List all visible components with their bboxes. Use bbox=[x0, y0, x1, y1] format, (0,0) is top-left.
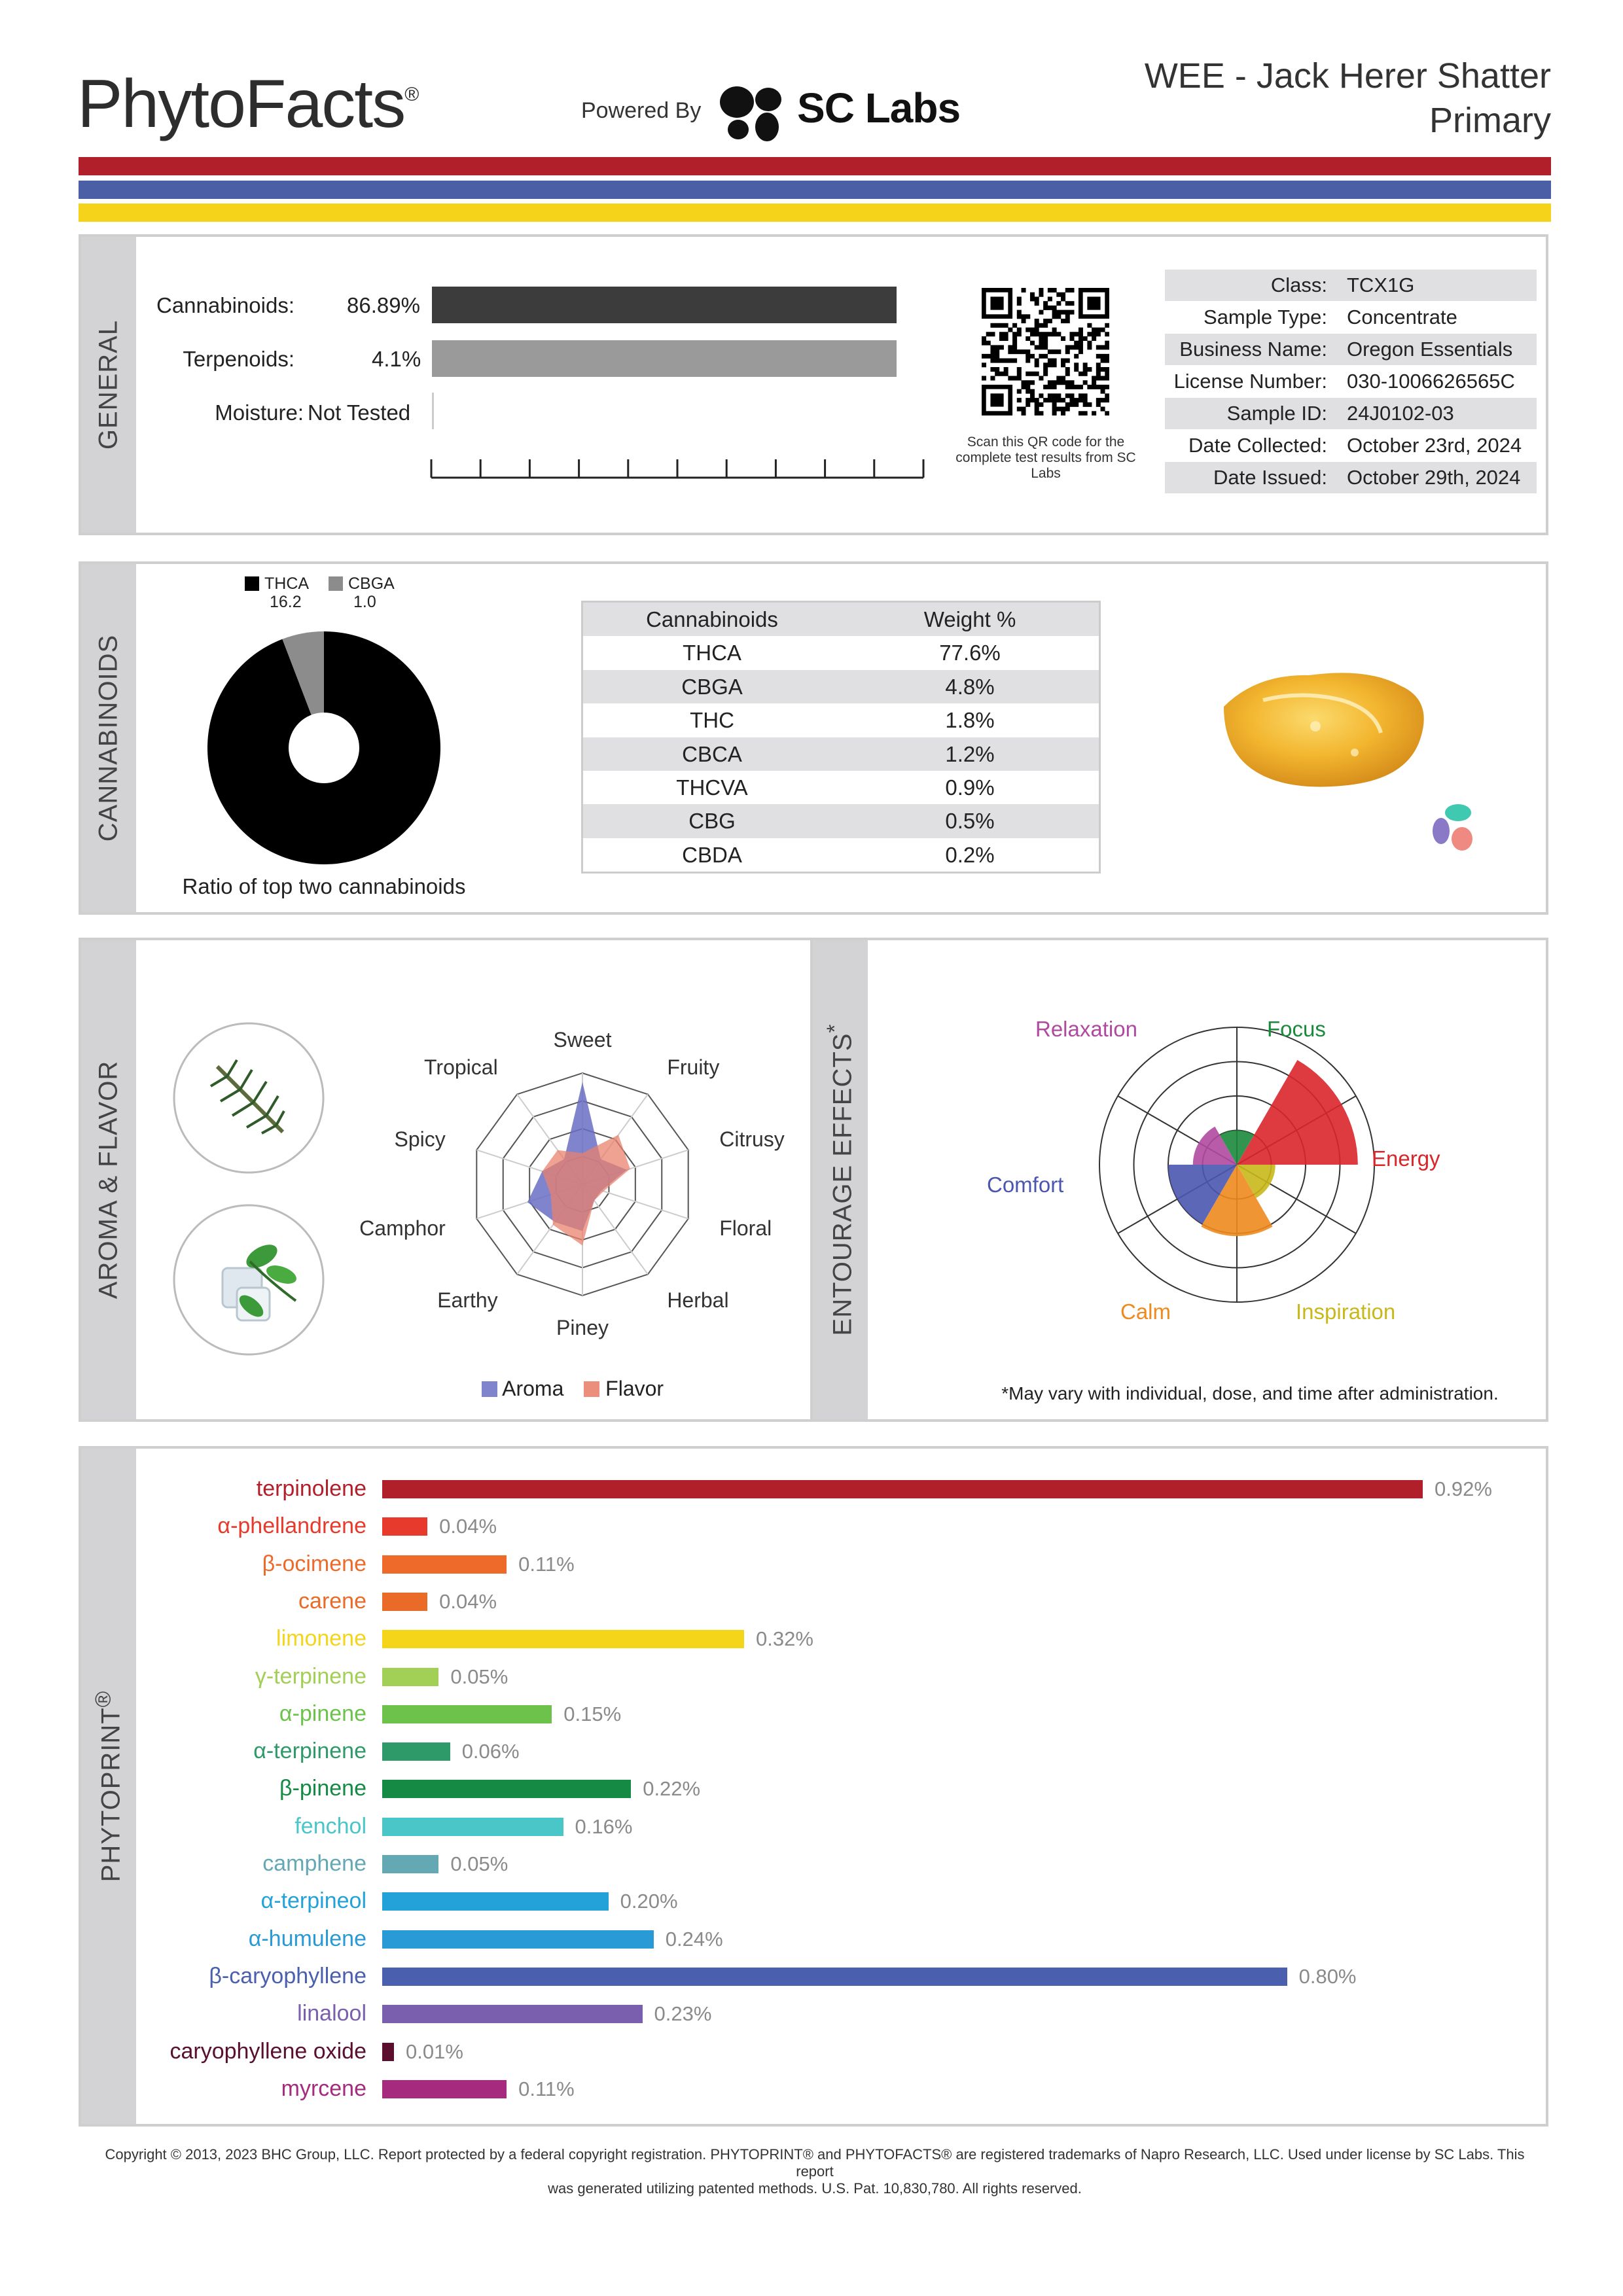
terpene-name: α-phellandrene bbox=[217, 1513, 366, 1539]
terpene-name: caryophyllene oxide bbox=[169, 2038, 366, 2064]
entourage-section-title: ENTOURAGE EFFECTS bbox=[828, 1033, 857, 1336]
terpene-bar bbox=[382, 1593, 427, 1611]
terpene-name: α-humulene bbox=[248, 1926, 366, 1951]
cannabinoid-weight: 1.2% bbox=[945, 741, 995, 766]
terpene-bar bbox=[382, 1705, 552, 1723]
cbga-legend-name: CBGA bbox=[348, 574, 395, 593]
terpene-name: α-terpineol bbox=[260, 1888, 366, 1914]
product-name: WEE - Jack Herer Shatter bbox=[1144, 56, 1551, 96]
terpene-name: myrcene bbox=[281, 2075, 366, 2101]
terpene-bar bbox=[382, 1930, 654, 1949]
info-row bbox=[1165, 430, 1537, 461]
terpene-bar bbox=[382, 2005, 643, 2023]
phytoprint-sidebar bbox=[81, 1449, 136, 2124]
cannabinoid-weight: 0.9% bbox=[945, 775, 995, 800]
entourage-note: *May vary with individual, dose, and time after administration. bbox=[1001, 1383, 1499, 1404]
flavor-swatch bbox=[584, 1381, 599, 1397]
info-value: 24J0102-03 bbox=[1347, 402, 1454, 425]
terpene-name: α-pinene bbox=[279, 1701, 366, 1726]
thca-legend-name: THCA bbox=[264, 574, 310, 593]
terpene-name: carene bbox=[298, 1588, 366, 1614]
header-cannabinoids: Cannabinoids bbox=[646, 607, 778, 631]
phytoprint-section-title: PHYTOPRINT bbox=[96, 1707, 126, 1882]
flavor-legend-label: Flavor bbox=[605, 1377, 664, 1400]
sc-labs-logo-icon bbox=[715, 80, 793, 145]
terpene-name: linalool bbox=[297, 2001, 366, 2026]
terpene-bar bbox=[382, 1780, 631, 1798]
cannabinoid-row bbox=[583, 737, 1099, 771]
terpene-bar bbox=[382, 1555, 507, 1574]
terpene-bar bbox=[382, 1742, 450, 1761]
radar-axis-label: Herbal bbox=[667, 1288, 729, 1312]
mint-ice-icon bbox=[171, 1203, 326, 1357]
terpene-value: 0.01% bbox=[406, 2040, 463, 2063]
cannabinoid-weight: 0.2% bbox=[945, 842, 995, 867]
info-value: Oregon Essentials bbox=[1347, 338, 1513, 361]
terpene-bar bbox=[382, 2043, 394, 2061]
metric-label-1: Terpenoids: bbox=[183, 347, 294, 371]
cannabinoid-weight: 77.6% bbox=[939, 641, 1001, 665]
radar-axis-label: Sweet bbox=[553, 1028, 612, 1051]
entourage-section-label bbox=[823, 1024, 857, 1336]
ratio-donut-chart bbox=[203, 627, 445, 869]
terpene-bar bbox=[382, 1892, 609, 1911]
cannabinoids-sidebar bbox=[81, 564, 136, 912]
terpene-bar bbox=[382, 2080, 507, 2098]
info-value: TCX1G bbox=[1347, 274, 1415, 296]
ratio-legend-cbga bbox=[329, 574, 395, 611]
terpene-value: 0.11% bbox=[518, 2077, 575, 2100]
radar-axis-label: Earthy bbox=[437, 1288, 498, 1312]
effect-label-energy: Energy bbox=[1372, 1146, 1440, 1171]
effect-label-focus: Focus bbox=[1267, 1017, 1326, 1041]
aroma-legend-label: Aroma bbox=[502, 1377, 564, 1400]
terpene-name: β-caryophyllene bbox=[209, 1963, 366, 1988]
terpene-bar bbox=[382, 1818, 563, 1836]
qr-code-icon[interactable] bbox=[982, 288, 1109, 415]
cannabinoid-name: CBDA bbox=[682, 842, 742, 867]
cannabinoid-row bbox=[583, 804, 1099, 838]
terpene-value: 0.04% bbox=[439, 1515, 497, 1538]
general-section-label: GENERAL bbox=[94, 319, 123, 450]
sc-labs-wordmark: SC Labs bbox=[797, 84, 961, 132]
terpene-value: 0.20% bbox=[620, 1890, 678, 1913]
terpene-value: 0.04% bbox=[439, 1589, 497, 1613]
cannabinoid-weight: 0.5% bbox=[945, 809, 995, 834]
thca-legend-value: 16.2 bbox=[270, 593, 302, 611]
general-sidebar bbox=[81, 237, 136, 533]
info-value: Concentrate bbox=[1347, 306, 1457, 328]
terpene-name: camphene bbox=[262, 1851, 366, 1876]
radar-axis-label: Tropical bbox=[424, 1055, 498, 1080]
footer-line-2: was generated utilizing patented methods. U.S. Pat. 10,830,780. All rights reserved. bbox=[548, 2180, 1082, 2197]
terpene-value: 0.16% bbox=[575, 1814, 633, 1838]
terpene-name: γ-terpinene bbox=[255, 1663, 366, 1689]
cannabinoid-name: THCVA bbox=[676, 775, 748, 800]
info-row bbox=[1165, 398, 1537, 429]
thca-swatch bbox=[245, 576, 259, 591]
terpene-bar bbox=[382, 1668, 438, 1686]
radar-axis-label: Piney bbox=[556, 1316, 609, 1339]
aroma-sidebar bbox=[81, 940, 136, 1419]
cannabinoids-section-label: CANNABINOIDS bbox=[94, 634, 123, 842]
general-scale-ruler bbox=[429, 451, 926, 484]
entourage-section-mark: * bbox=[823, 1023, 847, 1033]
radar-axis-label: Fruity bbox=[667, 1055, 720, 1080]
pine-icon bbox=[171, 1021, 326, 1175]
cannabinoid-row bbox=[583, 771, 1099, 804]
metric-bar-1 bbox=[432, 340, 897, 377]
terpene-name: limonene bbox=[276, 1626, 366, 1651]
terpene-value: 0.05% bbox=[450, 1852, 508, 1875]
cbga-legend-value: 1.0 bbox=[353, 593, 376, 611]
qr-caption: Scan this QR code for the complete test results from SC Labs bbox=[955, 434, 1136, 481]
entourage-sidebar bbox=[813, 940, 868, 1419]
effect-label-inspiration: Inspiration bbox=[1296, 1299, 1396, 1324]
terpene-value: 0.15% bbox=[563, 1702, 622, 1725]
cannabinoid-weight: 4.8% bbox=[945, 674, 995, 699]
donut-hole bbox=[289, 713, 359, 783]
info-key: Class: bbox=[1270, 274, 1327, 296]
terpene-bar bbox=[382, 1968, 1287, 1986]
phytoprint-section-mark: ® bbox=[91, 1690, 116, 1708]
terpene-value: 0.05% bbox=[450, 1665, 508, 1688]
cannabinoid-row bbox=[583, 636, 1099, 669]
terpene-value: 0.11% bbox=[518, 1552, 575, 1576]
cannabinoid-row bbox=[583, 703, 1099, 737]
cbga-swatch bbox=[329, 576, 343, 591]
cannabinoid-name: THC bbox=[690, 708, 734, 733]
terpene-name: β-ocimene bbox=[262, 1551, 366, 1576]
radar-axis-label: Citrusy bbox=[719, 1127, 785, 1152]
info-row bbox=[1165, 334, 1537, 365]
info-value: October 23rd, 2024 bbox=[1347, 434, 1522, 457]
metric-value-1: 4.1% bbox=[372, 347, 421, 371]
terpene-bar bbox=[382, 1517, 427, 1536]
terpene-value: 0.24% bbox=[665, 1927, 723, 1951]
info-key: Date Issued: bbox=[1213, 466, 1327, 489]
cannabinoid-name: THCA bbox=[683, 641, 741, 665]
cannabinoid-table-header bbox=[583, 603, 1099, 636]
info-row bbox=[1165, 366, 1537, 397]
info-row bbox=[1165, 302, 1537, 333]
shatter-product-image bbox=[1185, 628, 1512, 864]
moisture-bar bbox=[432, 393, 434, 429]
stripe-yellow bbox=[79, 203, 1551, 222]
metric-value-0: 86.89% bbox=[347, 293, 420, 317]
terpene-name: β-pinene bbox=[279, 1776, 366, 1801]
terpene-value: 0.23% bbox=[654, 2002, 712, 2026]
terpene-value: 0.80% bbox=[1298, 1964, 1357, 1988]
cannabinoid-name: CBG bbox=[688, 809, 736, 834]
terpene-value: 0.06% bbox=[461, 1740, 520, 1763]
metric-label-0: Cannabinoids: bbox=[156, 293, 294, 317]
aroma-legend bbox=[482, 1377, 664, 1401]
metric-label-2: Moisture: bbox=[215, 400, 304, 425]
aroma-swatch bbox=[482, 1381, 497, 1397]
terpene-name: terpinolene bbox=[256, 1476, 366, 1501]
metric-value-2: Not Tested bbox=[308, 400, 411, 425]
entourage-effects-chart bbox=[1073, 1001, 1400, 1328]
effect-sector bbox=[1237, 1060, 1358, 1165]
flavor-series bbox=[543, 1135, 630, 1245]
cannabinoid-name: CBGA bbox=[681, 674, 743, 699]
copyright-footer bbox=[85, 2146, 1544, 2197]
header-weight: Weight % bbox=[923, 607, 1016, 631]
radar-axis-label: Camphor bbox=[359, 1216, 446, 1240]
cannabinoid-table bbox=[581, 601, 1101, 874]
terpene-bar bbox=[382, 1480, 1423, 1498]
stripe-red bbox=[79, 157, 1551, 175]
terpene-value: 0.22% bbox=[643, 1777, 701, 1801]
radar-axis-label: Spicy bbox=[394, 1127, 446, 1152]
terpene-value: 0.32% bbox=[756, 1627, 813, 1651]
cannabinoid-row bbox=[583, 838, 1099, 872]
terpene-name: α-terpinene bbox=[253, 1739, 366, 1764]
metric-bar-0 bbox=[432, 287, 897, 323]
terpene-bar bbox=[382, 1630, 744, 1648]
stripe-blue bbox=[79, 181, 1551, 199]
cannabinoid-row bbox=[583, 670, 1099, 703]
aroma-section-label: AROMA & FLAVOR bbox=[94, 1060, 123, 1299]
aroma-flavor-radar-chart bbox=[334, 988, 838, 1354]
effect-label-comfort: Comfort bbox=[987, 1173, 1064, 1197]
cannabinoid-weight: 1.8% bbox=[945, 708, 995, 733]
info-key: Sample ID: bbox=[1226, 402, 1327, 425]
effect-label-calm: Calm bbox=[1120, 1299, 1171, 1324]
info-key: Sample Type: bbox=[1204, 306, 1327, 328]
ratio-caption: Ratio of top two cannabinoids bbox=[182, 874, 466, 898]
info-row bbox=[1165, 270, 1537, 301]
effect-label-relaxation: Relaxation bbox=[1035, 1017, 1137, 1041]
info-row bbox=[1165, 462, 1537, 493]
info-key: Business Name: bbox=[1179, 338, 1327, 361]
info-value: October 29th, 2024 bbox=[1347, 466, 1521, 489]
info-key: License Number: bbox=[1173, 370, 1327, 393]
terpene-bar bbox=[382, 1855, 438, 1873]
powered-by-label: Powered By bbox=[581, 98, 702, 123]
phytofacts-logo: PhytoFacts® bbox=[77, 66, 418, 142]
phytoprint-section-label bbox=[91, 1691, 126, 1882]
info-value: 030-1006626565C bbox=[1347, 370, 1515, 393]
ratio-legend-thca bbox=[245, 574, 309, 611]
terpene-value: 0.92% bbox=[1435, 1477, 1492, 1500]
info-key: Date Collected: bbox=[1188, 434, 1327, 457]
product-subtitle: Primary bbox=[1429, 101, 1551, 140]
cannabinoid-name: CBCA bbox=[682, 741, 742, 766]
terpene-name: fenchol bbox=[294, 1813, 366, 1839]
product-title bbox=[1145, 54, 1551, 143]
footer-line-1: Copyright © 2013, 2023 BHC Group, LLC. Report protected by a federal copyright registration. PHYTOPRINT® and PHYTOFACTS® are registered trademarks of Napro Research, LLC. Used under license by SC Labs. This report bbox=[105, 2146, 1525, 2180]
radar-axis-label: Floral bbox=[719, 1216, 772, 1240]
